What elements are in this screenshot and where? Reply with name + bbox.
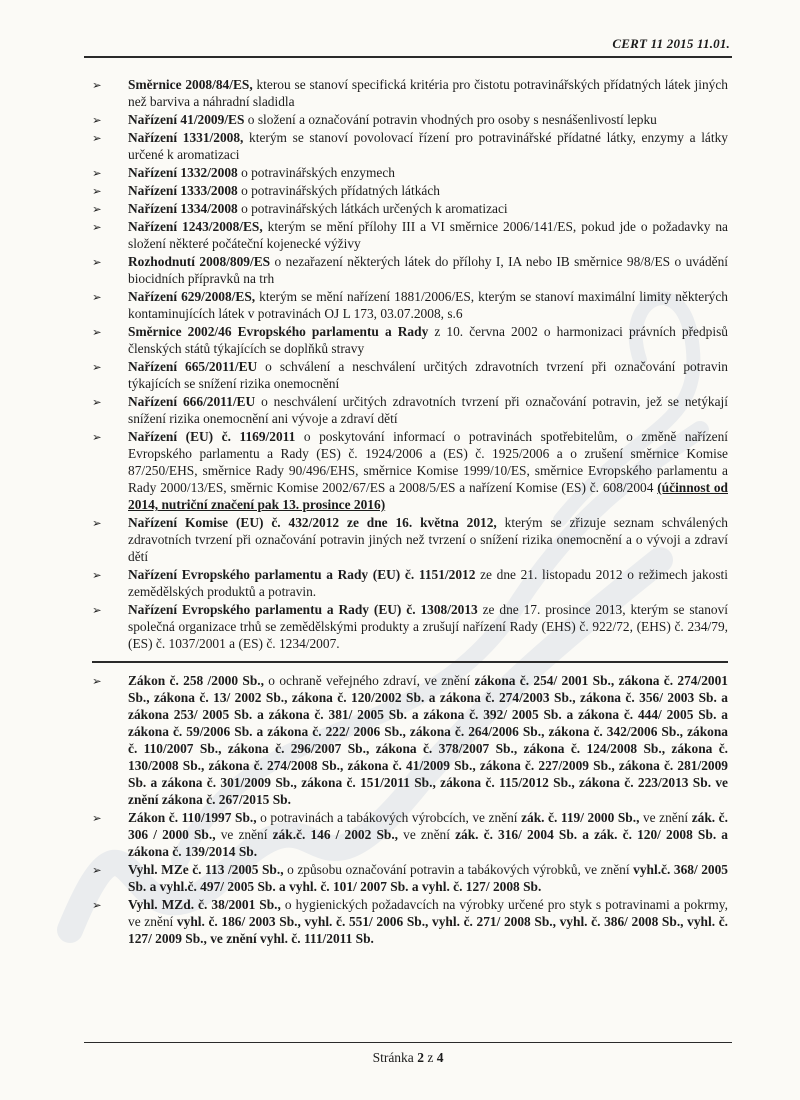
text-segment: Nařízení 629/2008/ES, [128,289,256,304]
text-segment: kterým se zřizuje seznam schválených zdravotních tvrzení při označování potravin jiných než tvrzení o snížení rizika onemocnění a o vývoji a zdraví dětí [128,515,728,564]
text-segment: ve znění [398,827,456,842]
arrow-bullet-icon: ➢ [92,202,102,216]
page-number [84,1050,732,1066]
header-rule [84,56,732,58]
arrow-bullet-icon: ➢ [92,863,102,877]
text-segment: zákona č. 254/ 2001 Sb., zákona č. 274/2001 Sb., zákona č. 13/ 2002 Sb., zákona č. 120/2002 Sb. a zákona č. 274/2003 Sb., zákona č. 356/ 2003 Sb. a zákona 253/ 2005 Sb. a zákona č. 381/ 2005 Sb. a zákona č. 392/ 2005 Sb. a zákona č. 444/ 2005 Sb. a zákona č. 59/2006 Sb. a zákona č. 222/ 2006 Sb., zákona č. 264/2006 Sb., zákona č. 342/2006 Sb., zákona č. 110/2007 Sb., zákona č. 296/2007 Sb., zákona č. 378/2007 Sb., zákona č. 124/2008 Sb., zákona č. 130/2008 Sb., zákona č. 274/2008 Sb., zákona č. 41/2009 Sb., zákona č. 227/2009 Sb., zákona č. 281/2009 Sb. a zákona č. 301/2009 Sb., zákona č. 151/2011 Sb., zákona č. 115/2012 Sb., zákona č. 223/2013 Sb. ve znění zákona č. 267/2015 Sb. [128,673,728,807]
list-item [92,428,728,513]
item-text [128,129,728,163]
text-segment: o schválení a neschválení určitých zdravotních tvrzení při označování potravin týkajících se snížení rizika onemocnění [128,359,728,391]
text-segment: Nařízení 41/2009/ES [128,112,245,127]
arrow-bullet-icon: ➢ [92,220,102,234]
item-text [128,182,728,199]
text-segment: o způsobu označování potravin a tabákových výrobků, ve znění [283,862,634,877]
arrow-bullet-icon: ➢ [92,325,102,339]
text-segment: zák.č. 146 / 2002 Sb., [272,827,399,842]
text-segment: Směrnice 2002/46 Evropského parlamentu a Rady [128,324,429,339]
list-item [92,896,728,947]
list-item [92,672,728,808]
text-segment: Vyhl. MZd. č. 38/2001 Sb., [128,897,281,912]
arrow-bullet-icon: ➢ [92,131,102,145]
text-segment: Rozhodnutí 2008/809/ES [128,254,271,269]
text-segment: Nařízení (EU) č. 1169/2011 [128,429,296,444]
list-item [92,861,728,895]
item-text [128,76,728,110]
list-item [92,514,728,565]
text-segment: o potravinářských látkách určených k aromatizaci [237,201,508,216]
text-segment: zák. č. 306 / 2000 Sb., [128,810,728,842]
text-segment: Nařízení 666/2011/EU [128,394,256,409]
text-segment: o neschválení určitých zdravotních tvrzení při označování potravin, jež se netýkají snížení rizika onemocnění ani vývoje a zdraví dětí [128,394,728,426]
item-text [128,164,728,181]
item-text [128,514,728,565]
list-item [92,164,728,181]
text-segment: ve znění [639,810,692,825]
text-segment: Nařízení 1331/2008, [128,130,244,145]
item-text [128,861,728,895]
text-segment: o potravinách a tabákových výrobcích, ve znění [256,810,522,825]
arrow-bullet-icon: ➢ [92,184,102,198]
text-segment: Nařízení Evropského parlamentu a Rady (EU) č. 1308/2013 [128,602,478,617]
text-segment: 4 [436,1050,444,1065]
list-item [92,323,728,357]
text-segment: kterým se mění nařízení 1881/2006/ES, kterým se stanoví maximální limity některých kontaminujících látek v potravinách OJ L 173, 03.07.2008, s.6 [128,289,729,321]
list-item [92,809,728,860]
text-segment: z 10. června 2002 o harmonizaci právních předpisů členských států týkajících se doplňků stravy [128,324,729,356]
section-divider [92,661,728,663]
list-item [92,393,728,427]
section-czech-laws [92,672,728,947]
text-segment: Zákon č. 258 /2000 Sb., [128,673,264,688]
text-segment: ze dne 17. prosince 2013, kterým se stanoví společná organizace trhů se zemědělskými produkty a zrušují nařízení Rady (EHS) č. 922/72, (EHS) č. 234/79, (ES) č. 1037/2001 a (ES) č. 1234/2007. [128,602,729,651]
arrow-bullet-icon: ➢ [92,290,102,304]
item-text [128,288,728,322]
text-segment: o potravinářských enzymech [237,165,395,180]
text-segment: kterým se stanoví povolovací řízení pro potravinářské přídatné látky, enzymy a látky určené k aromatizaci [128,130,728,162]
list-item [92,218,728,252]
document-code: CERT 11 2015 11.01. [612,36,730,51]
arrow-bullet-icon: ➢ [92,811,102,825]
text-segment: vyhl.č. 368/ 2005 Sb. a vyhl.č. 497/ 2005 Sb. a vyhl. č. 101/ 2007 Sb. a vyhl. č. 127/ 2008 Sb. [128,862,728,894]
text-segment: zák. č. 119/ 2000 Sb., [521,810,640,825]
text-segment: Vyhl. MZe č. 113 /2005 Sb., [128,862,284,877]
text-segment: o potravinářských přídatných látkách [237,183,440,198]
text-segment: o poskytování informací o potravinách spotřebitelům, o změně nařízení Evropského parlamentu a Rady (ES) č. 1924/2006 a (ES) č. 1925/2006 a o zrušení směrnice Komise 87/250/EHS, směrnice Rady 90/496/EHS, směrnice Komise 1999/10/ES, směrnice Evropského parlamentu a Rady 2000/13/ES, směrnic Komise 2002/67/ES a 2008/5/ES a nařízení Komise (ES) č. 608/2004 [128,429,728,495]
text-segment: o hygienických požadavcích na výrobky určené pro styk s potravinami a pokrmy, ve znění [128,897,728,929]
text-segment: Nařízení 1334/2008 [128,201,238,216]
list-item [92,358,728,392]
item-text [128,601,728,652]
item-text [128,428,728,513]
section-eu-regulations [92,76,728,652]
arrow-bullet-icon: ➢ [92,395,102,409]
arrow-bullet-icon: ➢ [92,113,102,127]
arrow-bullet-icon: ➢ [92,516,102,530]
item-text [128,358,728,392]
text-segment: Nařízení 1332/2008 [128,165,238,180]
item-text [128,672,728,808]
arrow-bullet-icon: ➢ [92,430,102,444]
item-text [128,323,728,357]
item-text [128,200,728,217]
text-segment: ze dne 21. listopadu 2012 o režimech jakosti zemědělských produktů a potravin. [128,567,728,599]
list-item [92,182,728,199]
item-text [128,896,728,947]
item-text [128,393,728,427]
text-segment: 2 [417,1050,424,1065]
text-segment: Nařízení 1333/2008 [128,183,238,198]
footer-rule [84,1042,732,1043]
arrow-bullet-icon: ➢ [92,603,102,617]
text-segment: Stránka [372,1050,418,1065]
arrow-bullet-icon: ➢ [92,360,102,374]
text-segment: o ochraně veřejného zdraví, ve znění [263,673,475,688]
item-text [128,566,728,600]
text-segment: o nezařazení některých látek do přílohy I, IA nebo IB směrnice 98/8/ES o uvádění biocidních přípravků na trh [128,254,728,286]
arrow-bullet-icon: ➢ [92,78,102,92]
list-item [92,253,728,287]
text-segment: z [423,1050,437,1065]
list-item [92,566,728,600]
list-item [92,111,728,128]
arrow-bullet-icon: ➢ [92,568,102,582]
text-segment: Zákon č. 110/1997 Sb., [128,810,257,825]
text-segment: zák. č. 316/ 2004 Sb. a zák. č. 120/ 2008 Sb. a zákona č. 139/2014 Sb. [128,827,728,859]
text-segment: vyhl. č. 186/ 2003 Sb., vyhl. č. 551/ 2006 Sb., vyhl. č. 271/ 2008 Sb., vyhl. č. 386/ 2008 Sb., vyhl. č. 127/ 2009 Sb., ve znění vyhl. č. 111/2011 Sb. [128,914,728,946]
list-item [92,76,728,110]
list-item [92,288,728,322]
text-segment: Nařízení Evropského parlamentu a Rady (EU) č. 1151/2012 [128,567,476,582]
item-text [128,218,728,252]
item-text [128,111,728,128]
text-segment: Směrnice 2008/84/ES, [128,77,253,92]
arrow-bullet-icon: ➢ [92,898,102,912]
document-content [92,76,728,948]
list-item [92,601,728,652]
item-text [128,809,728,860]
text-segment: ve znění [215,827,273,842]
list-item [92,129,728,163]
item-text [128,253,728,287]
text-segment: kterým se mění přílohy III a VI směrnice 2006/141/ES, pokud jde o požadavky na složení některé počáteční kojenecké výživy [128,219,728,251]
text-segment: kterou se stanoví specifická kritéria pro čistotu potravinářských přídatných látek jiných než barviva a náhradní sladidla [128,77,728,109]
text-segment: o složení a označování potravin vhodných pro osoby s nesnášenlivostí lepku [244,112,657,127]
arrow-bullet-icon: ➢ [92,255,102,269]
text-segment: (účinnost od 2014, nutriční značení pak 13. prosince 2016) [128,480,728,512]
text-segment: Nařízení Komise (EU) č. 432/2012 ze dne 16. května 2012, [128,515,497,530]
list-item [92,200,728,217]
text-segment: Nařízení 1243/2008/ES, [128,219,263,234]
arrow-bullet-icon: ➢ [92,166,102,180]
text-segment: Nařízení 665/2011/EU [128,359,258,374]
arrow-bullet-icon: ➢ [92,674,102,688]
